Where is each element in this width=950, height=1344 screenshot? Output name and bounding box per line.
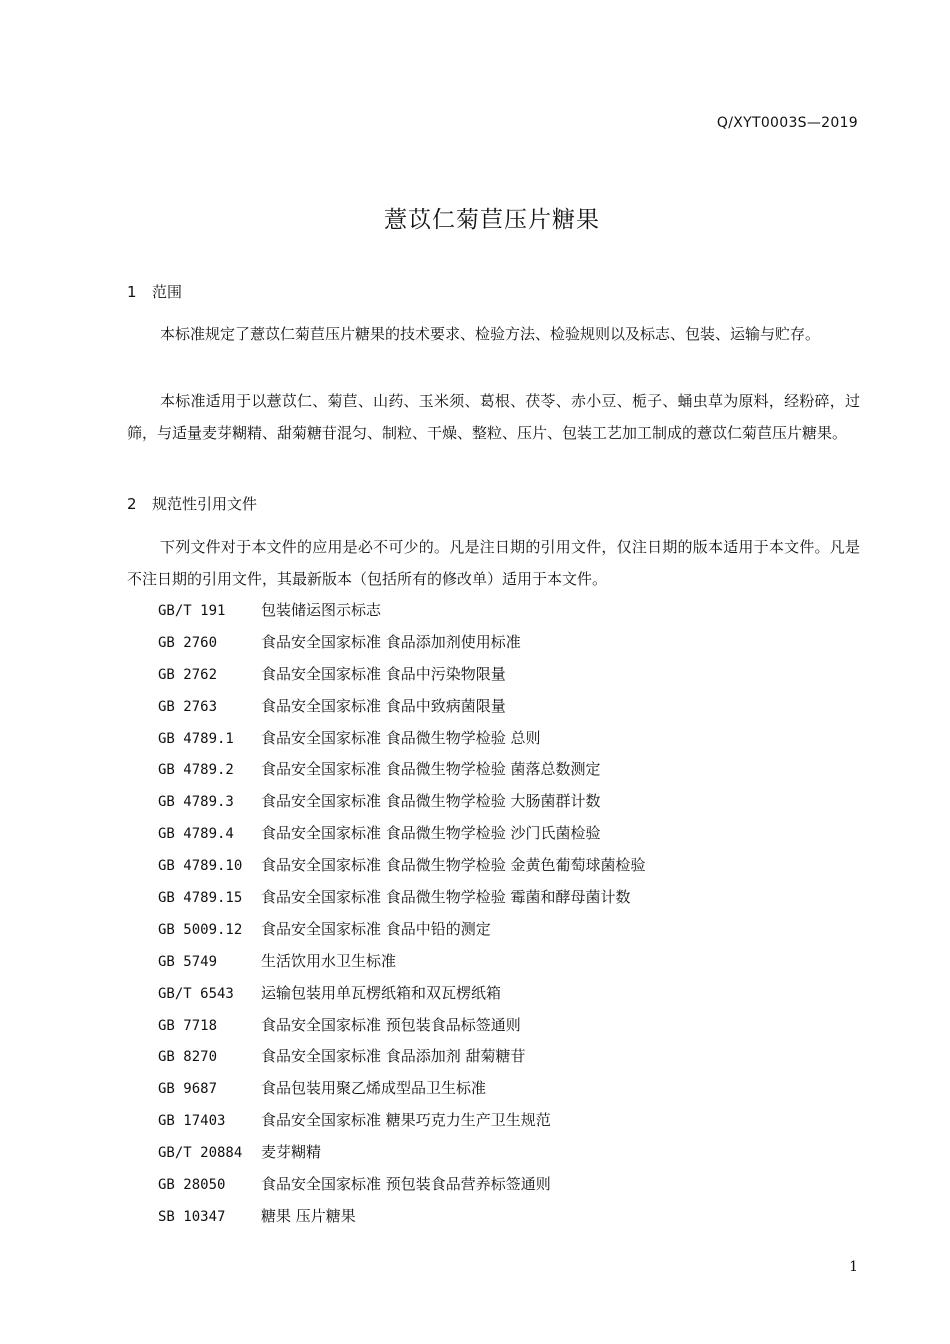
reference-code: GB 8270 [158,1049,218,1066]
document-title: 薏苡仁菊苣压片糖果 [384,207,600,233]
reference-title: 糖果 压片糖果 [261,1206,356,1225]
reference-title: 食品安全国家标准 食品微生物学检验 大肠菌群计数 [261,792,601,811]
reference-item [158,1073,646,1105]
reference-code: GB 4789.4 [158,826,234,843]
reference-code: GB 4789.10 [158,858,243,875]
reference-code: GB/T 20884 [158,1145,243,1162]
reference-title: 食品安全国家标准 食品中污染物限量 [261,664,506,683]
reference-title: 食品安全国家标准 食品微生物学检验 霉菌和酵母菌计数 [261,888,631,907]
reference-title: 食品安全国家标准 糖果巧克力生产卫生规范 [261,1111,551,1130]
reference-code: GB 4789.3 [158,794,234,811]
reference-item [158,754,646,786]
reference-title: 包装储运图示标志 [261,601,382,619]
reference-title: 食品包装用聚乙烯成型品卫生标准 [261,1079,487,1098]
reference-item [158,882,646,914]
reference-code: GB 17403 [158,1113,226,1130]
reference-title: 运输包装用单瓦楞纸箱和双瓦楞纸箱 [261,983,502,1002]
section-number: 1 [127,283,137,301]
reference-item [158,850,646,882]
section-title: 规范性引用文件 [152,495,258,513]
reference-item [158,595,646,627]
reference-code: GB 4789.2 [158,762,234,779]
reference-title: 麦芽糊精 [261,1143,322,1162]
reference-title: 食品安全国家标准 食品微生物学检验 总则 [261,728,541,747]
reference-code: GB 9687 [158,1081,218,1098]
document-code: Q/XYT0003S—2019 [716,115,858,131]
reference-title: 生活饮用水卫生标准 [261,951,397,970]
reference-title: 食品安全国家标准 食品微生物学检验 沙门氏菌检验 [261,824,601,843]
reference-code: GB 2762 [158,666,218,683]
reference-item [158,659,646,691]
reference-item [158,1201,646,1233]
reference-item [158,1137,646,1169]
reference-title: 食品安全国家标准 食品中铅的测定 [261,919,491,938]
reference-title: 食品安全国家标准 食品微生物学检验 菌落总数测定 [261,760,601,779]
section-heading-normative-references [127,493,257,514]
reference-title: 食品安全国家标准 预包装食品标签通则 [261,1015,521,1034]
reference-code: GB 28050 [158,1177,226,1194]
scope-paragraph-1: 本标准规定了薏苡仁菊苣压片糖果的技术要求、检验方法、检验规则以及标志、包装、运输与贮存。 [160,325,821,343]
reference-item [158,914,646,946]
reference-item [158,1010,646,1042]
reference-code: GB/T 6543 [158,985,234,1002]
reference-item [158,691,646,723]
references-intro-paragraph: 下列文件对于本文件的应用是必不可少的。凡是注日期的引用文件，仅注日期的版本适用于本文件。凡是不注日期的引用文件，其最新版本（包括所有的修改单）适用于本文件。 [127,538,860,588]
reference-item [158,627,646,659]
reference-code: GB 2763 [158,698,218,715]
page-number: 1 [849,1259,858,1275]
reference-title: 食品安全国家标准 食品中致病菌限量 [261,696,506,715]
reference-code: GB 4789.1 [158,730,234,747]
reference-code: SB 10347 [158,1208,226,1225]
reference-item [158,1169,646,1201]
reference-item [158,978,646,1010]
reference-item [158,786,646,818]
reference-code: GB 7718 [158,1017,218,1034]
reference-code: GB 5009.12 [158,921,243,938]
reference-item [158,946,646,978]
reference-code: GB/T 191 [158,603,226,619]
reference-title: 食品安全国家标准 食品微生物学检验 金黄色葡萄球菌检验 [261,856,646,875]
scope-paragraph-2: 本标准适用于以薏苡仁、菊苣、山药、玉米须、葛根、茯苓、赤小豆、栀子、蛹虫草为原料，经粉碎，过筛，与适量麦芽糊精、甜菊糖苷混匀、制粒、干燥、整粒、压片、包装工艺加工制成的薏苡仁菊苣压片糖果。 [127,392,860,442]
reference-item [158,818,646,850]
reference-code: GB 5749 [158,953,218,970]
reference-code: GB 4789.15 [158,890,243,907]
reference-title: 食品安全国家标准 食品添加剂使用标准 [261,632,521,651]
reference-item [158,1105,646,1137]
reference-title: 食品安全国家标准 食品添加剂 甜菊糖苷 [261,1047,526,1066]
reference-title: 食品安全国家标准 预包装食品营养标签通则 [261,1175,551,1194]
reference-code: GB 2760 [158,634,218,651]
reference-list [158,595,646,1233]
reference-item [158,723,646,755]
section-heading-scope [127,281,182,302]
section-number: 2 [127,495,137,513]
reference-item [158,1041,646,1073]
section-title: 范围 [152,283,183,301]
